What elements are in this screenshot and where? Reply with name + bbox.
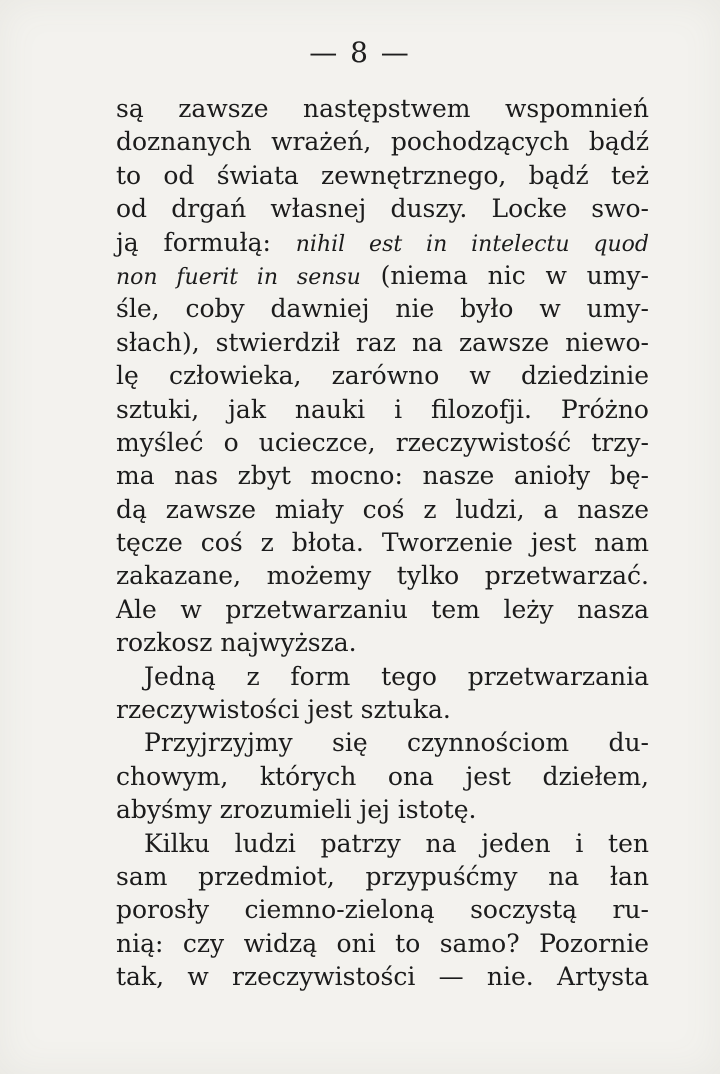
text-line: Ale w przetwarzaniu tem leży nasza	[116, 594, 649, 624]
text-line: słach), stwierdził raz na zawsze niewo-	[116, 327, 649, 357]
text-line: tak, w rzeczywistości — nie. Artysta	[116, 962, 649, 992]
text-line: abyśmy zrozumieli jej istotę.	[116, 795, 477, 825]
text-line: lę człowieka, zarówno w dziedzinie	[116, 361, 649, 391]
text-line: myśleć o ucieczce, rzeczywistość trzy-	[116, 427, 649, 457]
text-line: Jedną z form tego przetwarzania	[144, 661, 649, 691]
body-text	[116, 92, 649, 994]
text-segment: (niema nic w umy-	[380, 260, 649, 290]
text-segment: ją formułą:	[116, 227, 271, 257]
page-number: — 8 —	[309, 36, 411, 69]
text-line: sztuki, jak nauki i filozofji. Próżno	[116, 394, 649, 424]
text-line: są zawsze następstwem wspomnień	[116, 94, 649, 123]
text-line	[116, 226, 649, 259]
text-line: rozkosz najwyższa.	[116, 628, 357, 658]
text-line: Przyjrzyjmy się czynnościom du-	[144, 728, 649, 758]
text-line: od drgań własnej duszy. Locke swo-	[116, 194, 649, 224]
text-line: Kilku ludzi patrzy na jeden i ten	[144, 828, 649, 858]
text-line: dą zawsze miały coś z ludzi, a nasze	[116, 494, 649, 524]
text-line: ma nas zbyt mocno: nasze anioły bę-	[116, 461, 649, 491]
text-line	[116, 259, 649, 292]
text-line: doznanych wrażeń, pochodzących bądź	[116, 127, 649, 157]
text-line: tęcze coś z błota. Tworzenie jest nam	[116, 528, 649, 558]
text-line: chowym, których ona jest dziełem,	[116, 761, 649, 791]
latin-quote: nihil est in intelectu quod	[295, 231, 649, 257]
text-line: śle, coby dawniej nie było w umy-	[116, 294, 649, 324]
text-line: to od świata zewnętrznego, bądź też	[116, 160, 649, 190]
latin-quote: non fuerit in sensu	[116, 264, 361, 290]
text-line: zakazane, możemy tylko przetwarzać.	[116, 561, 649, 591]
text-line: sam przedmiot, przypuśćmy na łan	[116, 861, 649, 891]
text-line: porosły ciemno-zieloną soczystą ru-	[116, 895, 649, 925]
text-line: rzeczywistości jest sztuka.	[116, 695, 451, 725]
text-line: nią: czy widzą oni to samo? Pozornie	[116, 928, 649, 958]
